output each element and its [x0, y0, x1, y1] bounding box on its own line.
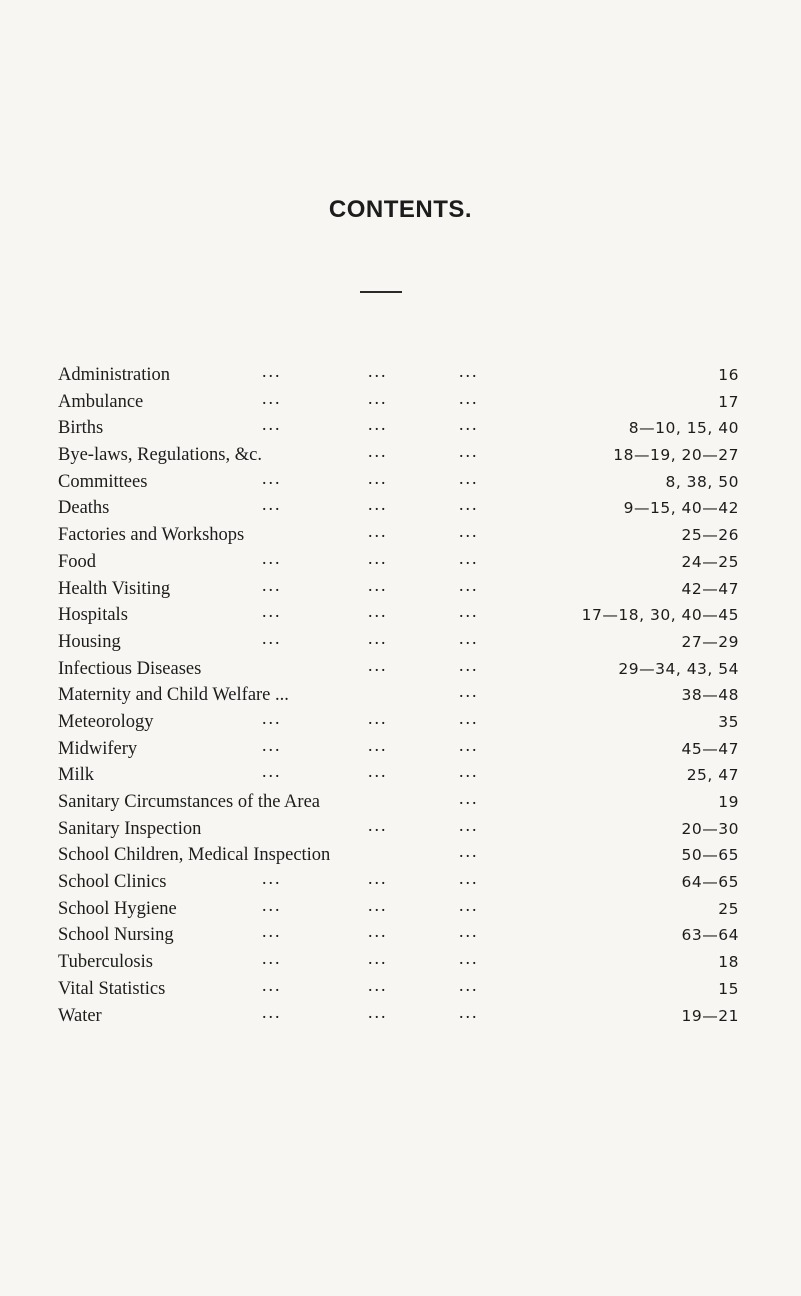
- leader-dots: ... ... ...: [262, 361, 479, 381]
- leader-dots: ... ... ...: [262, 627, 479, 648]
- entry-pages: 19: [718, 793, 739, 811]
- entry-label: Milk: [58, 765, 94, 786]
- entry-label: School Clinics: [58, 872, 167, 893]
- title-rule: [360, 291, 402, 293]
- leader-dots: ... ...: [368, 441, 479, 462]
- entry-label: Administration: [58, 365, 171, 385]
- entry-pages: 63—64: [681, 926, 739, 945]
- entry-label: School Children, Medical Inspection: [58, 845, 331, 866]
- entry-pages: 8, 38, 50: [665, 472, 739, 491]
- entry-pages: 17: [718, 392, 739, 411]
- leader-dots: ... ...: [368, 654, 479, 675]
- leader-dots: ... ... ...: [262, 921, 479, 942]
- entry-pages: 16: [718, 366, 739, 384]
- leader-dots: ... ... ...: [262, 894, 479, 915]
- entry-pages: 9—15, 40—42: [623, 499, 739, 518]
- entry-pages: 27—29: [681, 632, 739, 651]
- leader-dots: ... ... ...: [262, 974, 479, 995]
- entry-pages: 25, 47: [686, 766, 739, 785]
- entry-pages: 64—65: [681, 873, 739, 892]
- entry-pages: 15: [718, 979, 739, 998]
- entry-pages: 8—10, 15, 40: [628, 419, 739, 438]
- leader-dots: ... ... ...: [262, 948, 479, 969]
- entry-pages: 29—34, 43, 54: [618, 659, 739, 678]
- leader-dots: ...: [459, 681, 479, 702]
- entry-label: Hospitals: [58, 605, 128, 626]
- entry-label: Infectious Diseases: [58, 658, 202, 679]
- entry-pages: 25—26: [681, 526, 739, 545]
- entry-pages: 17—18, 30, 40—45: [581, 606, 739, 625]
- entry-label: School Nursing: [58, 925, 174, 946]
- entry-pages: 18—19, 20—27: [613, 446, 739, 465]
- entry-pages: 35: [718, 712, 739, 731]
- leader-dots: ... ... ...: [262, 601, 479, 622]
- leader-dots: ... ...: [368, 814, 479, 835]
- leader-dots: ...: [459, 841, 479, 862]
- leader-dots: ...: [459, 788, 479, 808]
- leader-dots: ... ... ...: [262, 467, 479, 488]
- entry-label: Tuberculosis: [58, 952, 153, 973]
- contents-entry: [0, 1003, 801, 1030]
- entry-label: Water: [58, 1005, 102, 1026]
- leader-dots: ... ... ...: [262, 761, 479, 782]
- entry-label: Food: [58, 551, 97, 572]
- entry-label: Sanitary Circumstances of the Area: [58, 792, 320, 812]
- entry-label: Deaths: [58, 498, 110, 519]
- leader-dots: ... ... ...: [262, 868, 479, 889]
- entry-pages: 19—21: [681, 1006, 739, 1025]
- entry-label: Sanitary Inspection: [58, 818, 202, 839]
- leader-dots: ... ... ...: [262, 414, 479, 435]
- leader-dots: ... ... ...: [262, 734, 479, 755]
- entry-pages: 38—48: [681, 686, 739, 705]
- entry-label: Vital Statistics: [58, 978, 166, 999]
- entry-label: Bye-laws, Regulations, &c.: [58, 445, 262, 466]
- entry-label: Factories and Workshops: [58, 525, 245, 546]
- leader-dots: ... ...: [368, 521, 479, 542]
- entry-label: Midwifery: [58, 738, 138, 759]
- entry-label: Ambulance: [58, 391, 144, 412]
- entry-pages: 20—30: [681, 819, 739, 838]
- page-title: CONTENTS.: [328, 196, 473, 223]
- entry-label: Meteorology: [58, 711, 154, 732]
- entry-label: Housing: [58, 631, 121, 652]
- entry-label: Committees: [58, 471, 148, 492]
- leader-dots: ... ... ...: [262, 387, 479, 408]
- contents-list: [0, 362, 801, 1029]
- entry-pages: 24—25: [681, 552, 739, 571]
- leader-dots: ... ... ...: [262, 1001, 479, 1022]
- entry-pages: 18: [718, 953, 739, 972]
- entry-pages: 50—65: [681, 846, 739, 865]
- entry-pages: 45—47: [681, 739, 739, 758]
- entry-pages: 25: [718, 899, 739, 918]
- leader-dots: ... ... ...: [262, 707, 479, 728]
- entry-label: Health Visiting: [58, 578, 171, 599]
- entry-label: School Hygiene: [58, 898, 177, 919]
- entry-pages: 42—47: [681, 579, 739, 598]
- leader-dots: ... ... ...: [262, 494, 479, 515]
- entry-label: Births: [58, 418, 104, 439]
- leader-dots: ... ... ...: [262, 574, 479, 595]
- leader-dots: ... ... ...: [262, 547, 479, 568]
- entry-label: Maternity and Child Welfare ...: [58, 685, 289, 706]
